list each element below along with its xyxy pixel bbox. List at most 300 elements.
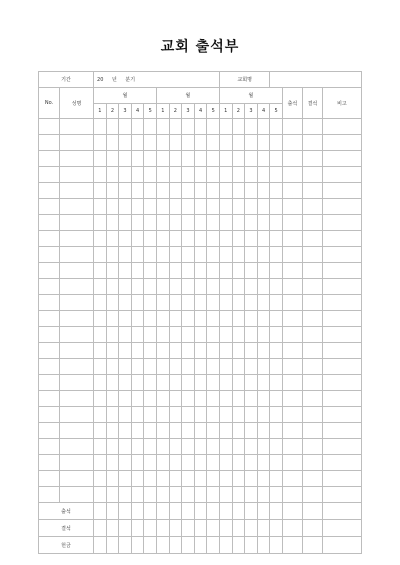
blank-cell[interactable] <box>39 295 60 311</box>
blank-cell[interactable] <box>106 520 119 537</box>
blank-cell[interactable] <box>207 423 220 439</box>
blank-cell[interactable] <box>106 407 119 423</box>
blank-cell[interactable] <box>322 135 361 151</box>
blank-cell[interactable] <box>219 119 232 135</box>
blank-cell[interactable] <box>106 375 119 391</box>
blank-cell[interactable] <box>194 520 207 537</box>
blank-cell[interactable] <box>144 327 157 343</box>
blank-cell[interactable] <box>106 215 119 231</box>
blank-cell[interactable] <box>207 407 220 423</box>
blank-cell[interactable] <box>282 487 302 503</box>
blank-cell[interactable] <box>219 279 232 295</box>
blank-cell[interactable] <box>194 503 207 520</box>
blank-cell[interactable] <box>144 455 157 471</box>
blank-cell[interactable] <box>60 199 94 215</box>
blank-cell[interactable] <box>39 439 60 455</box>
blank-cell[interactable] <box>94 215 107 231</box>
blank-cell[interactable] <box>144 295 157 311</box>
blank-cell[interactable] <box>207 327 220 343</box>
blank-cell[interactable] <box>156 343 169 359</box>
blank-cell[interactable] <box>106 167 119 183</box>
blank-cell[interactable] <box>144 520 157 537</box>
blank-cell[interactable] <box>270 343 283 359</box>
blank-cell[interactable] <box>270 263 283 279</box>
blank-cell[interactable] <box>119 359 132 375</box>
blank-cell[interactable] <box>257 423 270 439</box>
blank-cell[interactable] <box>322 295 361 311</box>
blank-cell[interactable] <box>282 407 302 423</box>
blank-cell[interactable] <box>169 391 182 407</box>
blank-cell[interactable] <box>94 423 107 439</box>
blank-cell[interactable] <box>94 407 107 423</box>
blank-cell[interactable] <box>245 215 258 231</box>
blank-cell[interactable] <box>207 343 220 359</box>
blank-cell[interactable] <box>169 215 182 231</box>
blank-cell[interactable] <box>131 167 144 183</box>
blank-cell[interactable] <box>257 503 270 520</box>
blank-cell[interactable] <box>106 359 119 375</box>
blank-cell[interactable] <box>60 327 94 343</box>
blank-cell[interactable] <box>39 215 60 231</box>
blank-cell[interactable] <box>156 215 169 231</box>
blank-cell[interactable] <box>194 119 207 135</box>
blank-cell[interactable] <box>322 167 361 183</box>
blank-cell[interactable] <box>119 119 132 135</box>
blank-cell[interactable] <box>322 215 361 231</box>
blank-cell[interactable] <box>156 199 169 215</box>
blank-cell[interactable] <box>207 247 220 263</box>
blank-cell[interactable] <box>182 439 195 455</box>
blank-cell[interactable] <box>156 537 169 554</box>
blank-cell[interactable] <box>194 167 207 183</box>
blank-cell[interactable] <box>245 407 258 423</box>
blank-cell[interactable] <box>270 327 283 343</box>
blank-cell[interactable] <box>169 471 182 487</box>
blank-cell[interactable] <box>182 359 195 375</box>
blank-cell[interactable] <box>94 439 107 455</box>
blank-cell[interactable] <box>282 327 302 343</box>
blank-cell[interactable] <box>169 407 182 423</box>
blank-cell[interactable] <box>245 375 258 391</box>
blank-cell[interactable] <box>144 247 157 263</box>
blank-cell[interactable] <box>169 520 182 537</box>
blank-cell[interactable] <box>219 423 232 439</box>
blank-cell[interactable] <box>60 279 94 295</box>
blank-cell[interactable] <box>106 295 119 311</box>
blank-cell[interactable] <box>60 135 94 151</box>
blank-cell[interactable] <box>144 423 157 439</box>
blank-cell[interactable] <box>194 311 207 327</box>
blank-cell[interactable] <box>282 391 302 407</box>
blank-cell[interactable] <box>106 343 119 359</box>
blank-cell[interactable] <box>39 263 60 279</box>
blank-cell[interactable] <box>245 471 258 487</box>
blank-cell[interactable] <box>119 343 132 359</box>
blank-cell[interactable] <box>257 359 270 375</box>
blank-cell[interactable] <box>245 455 258 471</box>
blank-cell[interactable] <box>232 151 245 167</box>
blank-cell[interactable] <box>270 135 283 151</box>
blank-cell[interactable] <box>232 471 245 487</box>
blank-cell[interactable] <box>156 135 169 151</box>
blank-cell[interactable] <box>270 471 283 487</box>
blank-cell[interactable] <box>232 167 245 183</box>
blank-cell[interactable] <box>282 455 302 471</box>
blank-cell[interactable] <box>144 151 157 167</box>
blank-cell[interactable] <box>232 359 245 375</box>
blank-cell[interactable] <box>39 199 60 215</box>
blank-cell[interactable] <box>302 520 322 537</box>
blank-cell[interactable] <box>106 247 119 263</box>
blank-cell[interactable] <box>156 503 169 520</box>
blank-cell[interactable] <box>94 119 107 135</box>
blank-cell[interactable] <box>169 167 182 183</box>
blank-cell[interactable] <box>131 327 144 343</box>
blank-cell[interactable] <box>282 471 302 487</box>
blank-cell[interactable] <box>119 471 132 487</box>
blank-cell[interactable] <box>257 231 270 247</box>
blank-cell[interactable] <box>106 119 119 135</box>
blank-cell[interactable] <box>119 167 132 183</box>
blank-cell[interactable] <box>144 375 157 391</box>
blank-cell[interactable] <box>182 183 195 199</box>
blank-cell[interactable] <box>207 455 220 471</box>
blank-cell[interactable] <box>282 215 302 231</box>
blank-cell[interactable] <box>219 455 232 471</box>
blank-cell[interactable] <box>302 391 322 407</box>
blank-cell[interactable] <box>219 247 232 263</box>
blank-cell[interactable] <box>270 520 283 537</box>
blank-cell[interactable] <box>322 423 361 439</box>
blank-cell[interactable] <box>322 503 361 520</box>
blank-cell[interactable] <box>207 135 220 151</box>
blank-cell[interactable] <box>60 183 94 199</box>
blank-cell[interactable] <box>257 279 270 295</box>
blank-cell[interactable] <box>182 263 195 279</box>
blank-cell[interactable] <box>232 520 245 537</box>
blank-cell[interactable] <box>106 311 119 327</box>
blank-cell[interactable] <box>144 471 157 487</box>
blank-cell[interactable] <box>144 119 157 135</box>
blank-cell[interactable] <box>219 375 232 391</box>
blank-cell[interactable] <box>131 231 144 247</box>
blank-cell[interactable] <box>194 391 207 407</box>
blank-cell[interactable] <box>302 215 322 231</box>
blank-cell[interactable] <box>60 375 94 391</box>
blank-cell[interactable] <box>39 119 60 135</box>
blank-cell[interactable] <box>169 423 182 439</box>
blank-cell[interactable] <box>245 487 258 503</box>
blank-cell[interactable] <box>39 471 60 487</box>
blank-cell[interactable] <box>232 183 245 199</box>
blank-cell[interactable] <box>131 151 144 167</box>
blank-cell[interactable] <box>232 537 245 554</box>
blank-cell[interactable] <box>207 199 220 215</box>
blank-cell[interactable] <box>106 503 119 520</box>
blank-cell[interactable] <box>169 151 182 167</box>
blank-cell[interactable] <box>169 503 182 520</box>
blank-cell[interactable] <box>207 520 220 537</box>
blank-cell[interactable] <box>257 263 270 279</box>
blank-cell[interactable] <box>131 247 144 263</box>
blank-cell[interactable] <box>194 343 207 359</box>
blank-cell[interactable] <box>322 487 361 503</box>
blank-cell[interactable] <box>282 231 302 247</box>
blank-cell[interactable] <box>182 537 195 554</box>
blank-cell[interactable] <box>144 537 157 554</box>
blank-cell[interactable] <box>156 263 169 279</box>
blank-cell[interactable] <box>60 151 94 167</box>
blank-cell[interactable] <box>94 151 107 167</box>
blank-cell[interactable] <box>131 343 144 359</box>
blank-cell[interactable] <box>245 520 258 537</box>
blank-cell[interactable] <box>270 407 283 423</box>
blank-cell[interactable] <box>182 375 195 391</box>
blank-cell[interactable] <box>182 327 195 343</box>
blank-cell[interactable] <box>207 471 220 487</box>
blank-cell[interactable] <box>39 327 60 343</box>
blank-cell[interactable] <box>257 520 270 537</box>
blank-cell[interactable] <box>270 537 283 554</box>
blank-cell[interactable] <box>106 391 119 407</box>
blank-cell[interactable] <box>119 391 132 407</box>
blank-cell[interactable] <box>257 471 270 487</box>
blank-cell[interactable] <box>94 391 107 407</box>
blank-cell[interactable] <box>322 471 361 487</box>
blank-cell[interactable] <box>131 215 144 231</box>
blank-cell[interactable] <box>219 135 232 151</box>
blank-cell[interactable] <box>169 375 182 391</box>
blank-cell[interactable] <box>94 343 107 359</box>
blank-cell[interactable] <box>94 183 107 199</box>
blank-cell[interactable] <box>169 279 182 295</box>
blank-cell[interactable] <box>94 199 107 215</box>
blank-cell[interactable] <box>207 295 220 311</box>
blank-cell[interactable] <box>302 135 322 151</box>
blank-cell[interactable] <box>156 407 169 423</box>
blank-cell[interactable] <box>322 407 361 423</box>
blank-cell[interactable] <box>282 520 302 537</box>
blank-cell[interactable] <box>322 343 361 359</box>
blank-cell[interactable] <box>182 407 195 423</box>
blank-cell[interactable] <box>232 247 245 263</box>
blank-cell[interactable] <box>156 311 169 327</box>
blank-cell[interactable] <box>194 279 207 295</box>
blank-cell[interactable] <box>245 199 258 215</box>
blank-cell[interactable] <box>302 455 322 471</box>
blank-cell[interactable] <box>144 263 157 279</box>
blank-cell[interactable] <box>207 119 220 135</box>
blank-cell[interactable] <box>257 183 270 199</box>
blank-cell[interactable] <box>119 375 132 391</box>
blank-cell[interactable] <box>257 215 270 231</box>
blank-cell[interactable] <box>94 471 107 487</box>
blank-cell[interactable] <box>322 391 361 407</box>
blank-cell[interactable] <box>322 247 361 263</box>
blank-cell[interactable] <box>207 503 220 520</box>
blank-cell[interactable] <box>302 279 322 295</box>
blank-cell[interactable] <box>156 231 169 247</box>
blank-cell[interactable] <box>322 311 361 327</box>
blank-cell[interactable] <box>39 311 60 327</box>
blank-cell[interactable] <box>39 487 60 503</box>
blank-cell[interactable] <box>182 151 195 167</box>
blank-cell[interactable] <box>156 119 169 135</box>
blank-cell[interactable] <box>156 183 169 199</box>
blank-cell[interactable] <box>302 439 322 455</box>
blank-cell[interactable] <box>245 151 258 167</box>
blank-cell[interactable] <box>156 167 169 183</box>
blank-cell[interactable] <box>257 391 270 407</box>
blank-cell[interactable] <box>282 439 302 455</box>
blank-cell[interactable] <box>156 327 169 343</box>
blank-cell[interactable] <box>131 279 144 295</box>
blank-cell[interactable] <box>302 343 322 359</box>
blank-cell[interactable] <box>257 327 270 343</box>
blank-cell[interactable] <box>182 247 195 263</box>
blank-cell[interactable] <box>302 119 322 135</box>
blank-cell[interactable] <box>302 263 322 279</box>
blank-cell[interactable] <box>270 279 283 295</box>
blank-cell[interactable] <box>131 359 144 375</box>
blank-cell[interactable] <box>207 537 220 554</box>
blank-cell[interactable] <box>144 487 157 503</box>
blank-cell[interactable] <box>131 520 144 537</box>
blank-cell[interactable] <box>219 537 232 554</box>
blank-cell[interactable] <box>219 167 232 183</box>
blank-cell[interactable] <box>257 375 270 391</box>
blank-cell[interactable] <box>182 503 195 520</box>
blank-cell[interactable] <box>219 503 232 520</box>
blank-cell[interactable] <box>60 167 94 183</box>
blank-cell[interactable] <box>119 263 132 279</box>
blank-cell[interactable] <box>232 199 245 215</box>
blank-cell[interactable] <box>219 407 232 423</box>
blank-cell[interactable] <box>219 327 232 343</box>
blank-cell[interactable] <box>106 327 119 343</box>
blank-cell[interactable] <box>270 503 283 520</box>
blank-cell[interactable] <box>302 537 322 554</box>
blank-cell[interactable] <box>156 247 169 263</box>
blank-cell[interactable] <box>257 439 270 455</box>
blank-cell[interactable] <box>194 439 207 455</box>
blank-cell[interactable] <box>257 135 270 151</box>
blank-cell[interactable] <box>94 520 107 537</box>
blank-cell[interactable] <box>60 455 94 471</box>
blank-cell[interactable] <box>282 311 302 327</box>
blank-cell[interactable] <box>169 247 182 263</box>
blank-cell[interactable] <box>169 295 182 311</box>
blank-cell[interactable] <box>322 151 361 167</box>
blank-cell[interactable] <box>270 247 283 263</box>
blank-cell[interactable] <box>156 455 169 471</box>
blank-cell[interactable] <box>94 295 107 311</box>
blank-cell[interactable] <box>194 375 207 391</box>
blank-cell[interactable] <box>232 423 245 439</box>
blank-cell[interactable] <box>322 520 361 537</box>
blank-cell[interactable] <box>194 327 207 343</box>
blank-cell[interactable] <box>131 375 144 391</box>
blank-cell[interactable] <box>232 375 245 391</box>
blank-cell[interactable] <box>169 537 182 554</box>
blank-cell[interactable] <box>94 375 107 391</box>
blank-cell[interactable] <box>156 423 169 439</box>
blank-cell[interactable] <box>282 537 302 554</box>
blank-cell[interactable] <box>302 503 322 520</box>
blank-cell[interactable] <box>39 135 60 151</box>
blank-cell[interactable] <box>219 263 232 279</box>
blank-cell[interactable] <box>169 359 182 375</box>
blank-cell[interactable] <box>322 439 361 455</box>
blank-cell[interactable] <box>194 263 207 279</box>
blank-cell[interactable] <box>232 327 245 343</box>
blank-cell[interactable] <box>257 407 270 423</box>
blank-cell[interactable] <box>106 183 119 199</box>
blank-cell[interactable] <box>119 407 132 423</box>
blank-cell[interactable] <box>131 295 144 311</box>
blank-cell[interactable] <box>156 520 169 537</box>
blank-cell[interactable] <box>39 407 60 423</box>
blank-cell[interactable] <box>322 183 361 199</box>
blank-cell[interactable] <box>322 199 361 215</box>
blank-cell[interactable] <box>119 295 132 311</box>
blank-cell[interactable] <box>302 359 322 375</box>
blank-cell[interactable] <box>270 311 283 327</box>
blank-cell[interactable] <box>207 375 220 391</box>
blank-cell[interactable] <box>119 183 132 199</box>
blank-cell[interactable] <box>60 215 94 231</box>
blank-cell[interactable] <box>322 263 361 279</box>
blank-cell[interactable] <box>106 423 119 439</box>
blank-cell[interactable] <box>219 311 232 327</box>
blank-cell[interactable] <box>60 343 94 359</box>
blank-cell[interactable] <box>182 455 195 471</box>
blank-cell[interactable] <box>257 119 270 135</box>
blank-cell[interactable] <box>169 231 182 247</box>
blank-cell[interactable] <box>232 295 245 311</box>
blank-cell[interactable] <box>207 311 220 327</box>
blank-cell[interactable] <box>270 439 283 455</box>
blank-cell[interactable] <box>270 391 283 407</box>
blank-cell[interactable] <box>182 199 195 215</box>
blank-cell[interactable] <box>60 231 94 247</box>
blank-cell[interactable] <box>194 183 207 199</box>
blank-cell[interactable] <box>94 311 107 327</box>
blank-cell[interactable] <box>232 231 245 247</box>
blank-cell[interactable] <box>94 279 107 295</box>
blank-cell[interactable] <box>194 247 207 263</box>
blank-cell[interactable] <box>282 247 302 263</box>
blank-cell[interactable] <box>182 295 195 311</box>
blank-cell[interactable] <box>131 263 144 279</box>
blank-cell[interactable] <box>257 295 270 311</box>
blank-cell[interactable] <box>232 343 245 359</box>
blank-cell[interactable] <box>169 439 182 455</box>
blank-cell[interactable] <box>322 359 361 375</box>
blank-cell[interactable] <box>144 391 157 407</box>
blank-cell[interactable] <box>245 359 258 375</box>
blank-cell[interactable] <box>144 279 157 295</box>
blank-cell[interactable] <box>169 455 182 471</box>
blank-cell[interactable] <box>245 537 258 554</box>
blank-cell[interactable] <box>144 231 157 247</box>
blank-cell[interactable] <box>131 391 144 407</box>
blank-cell[interactable] <box>106 135 119 151</box>
blank-cell[interactable] <box>182 279 195 295</box>
blank-cell[interactable] <box>94 359 107 375</box>
blank-cell[interactable] <box>131 183 144 199</box>
blank-cell[interactable] <box>219 439 232 455</box>
